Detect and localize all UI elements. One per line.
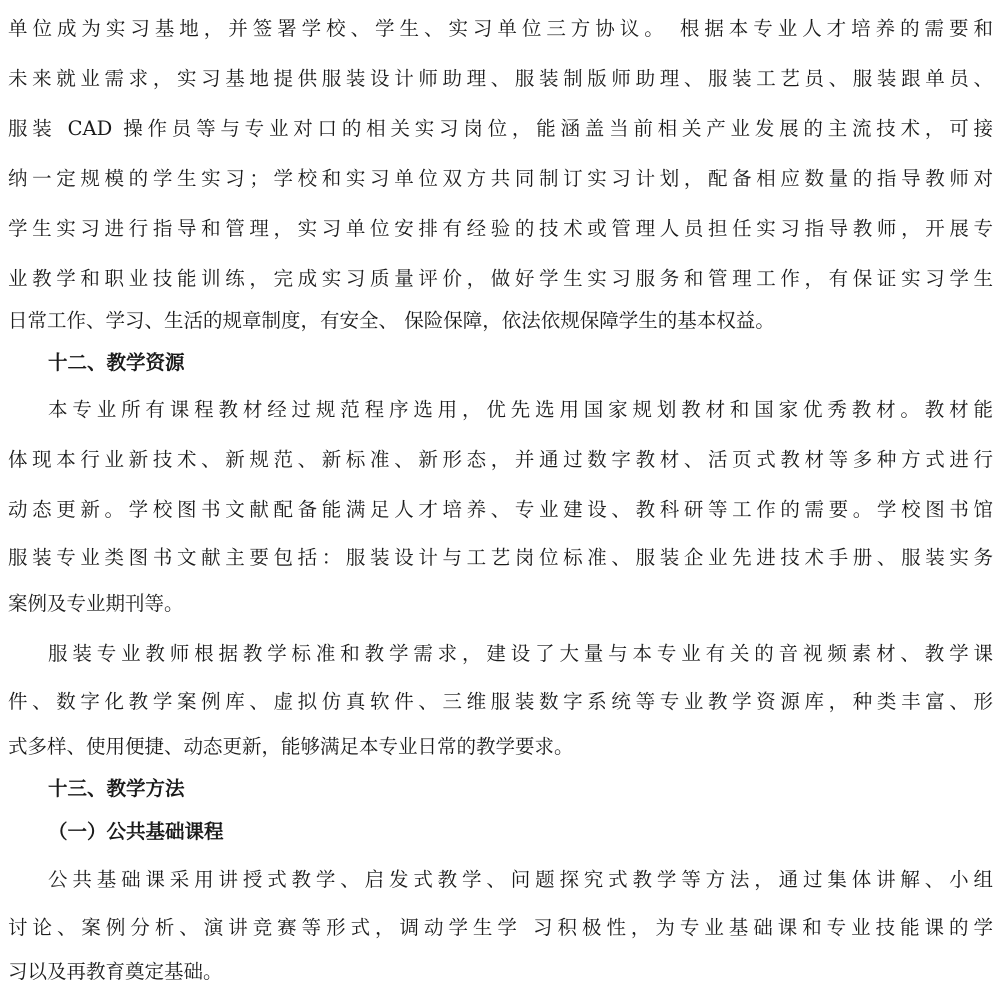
paragraph-line: 未来就业需求，实习基地提供服装设计师助理、服装制版师助理、服装工艺员、服装跟单员、 [8, 67, 993, 90]
paragraph-line: 学生实习进行指导和管理，实习单位安排有经验的技术或管理人员担任实习指导教师，开展专 [8, 217, 993, 240]
paragraph-line: 讨论、案例分析、演讲竞赛等形式，调动学生学 习积极性，为专业基础课和专业技能课的学 [8, 916, 993, 939]
subsection-heading-public-courses: （一）公共基础课程 [48, 820, 224, 843]
paragraph-line: 业教学和职业技能训练，完成实习质量评价，做好学生实习服务和管理工作，有保证实习学生 [8, 267, 993, 290]
paragraph-line: 日常工作、学习、生活的规章制度，有安全、 保险保障，依法依规保障学生的基本权益。 [8, 309, 775, 332]
section-heading-teaching-methods: 十三、教学方法 [48, 777, 185, 800]
paragraph-line: 习以及再教育奠定基础。 [8, 960, 223, 983]
paragraph-line: 服装专业类图书文献主要包括：服装设计与工艺岗位标准、服装企业先进技术手册、服装实务 [8, 546, 993, 569]
paragraph-line: 服装专业教师根据教学标准和教学需求，建设了大量与本专业有关的音视频素材、教学课 [48, 642, 993, 665]
paragraph-line: 公共基础课采用讲授式教学、启发式教学、问题探究式教学等方法，通过集体讲解、小组 [48, 868, 993, 891]
paragraph-line: 式多样、使用便捷、动态更新，能够满足本专业日常的教学要求。 [8, 735, 574, 758]
paragraph-line: 体现本行业新技术、新规范、新标准、新形态，并通过数字教材、活页式教材等多种方式进行 [8, 448, 993, 471]
paragraph-line: 单位成为实习基地，并签署学校、学生、实习单位三方协议。 根据本专业人才培养的需要和 [8, 17, 993, 40]
paragraph-line: 案例及专业期刊等。 [8, 592, 184, 615]
paragraph-line: 服装 CAD 操作员等与专业对口的相关实习岗位，能涵盖当前相关产业发展的主流技术，可接 [8, 117, 993, 140]
section-heading-teaching-resources: 十二、教学资源 [48, 351, 185, 374]
paragraph-line: 件、数字化教学案例库、虚拟仿真软件、三维服装数字系统等专业教学资源库，种类丰富、形 [8, 690, 993, 713]
paragraph-line: 纳一定规模的学生实习；学校和实习单位双方共同制订实习计划，配备相应数量的指导教师对 [8, 167, 993, 190]
paragraph-line: 本专业所有课程教材经过规范程序选用，优先选用国家规划教材和国家优秀教材。教材能 [48, 398, 993, 421]
paragraph-line: 动态更新。学校图书文献配备能满足人才培养、专业建设、教科研等工作的需要。学校图书馆 [8, 498, 993, 521]
